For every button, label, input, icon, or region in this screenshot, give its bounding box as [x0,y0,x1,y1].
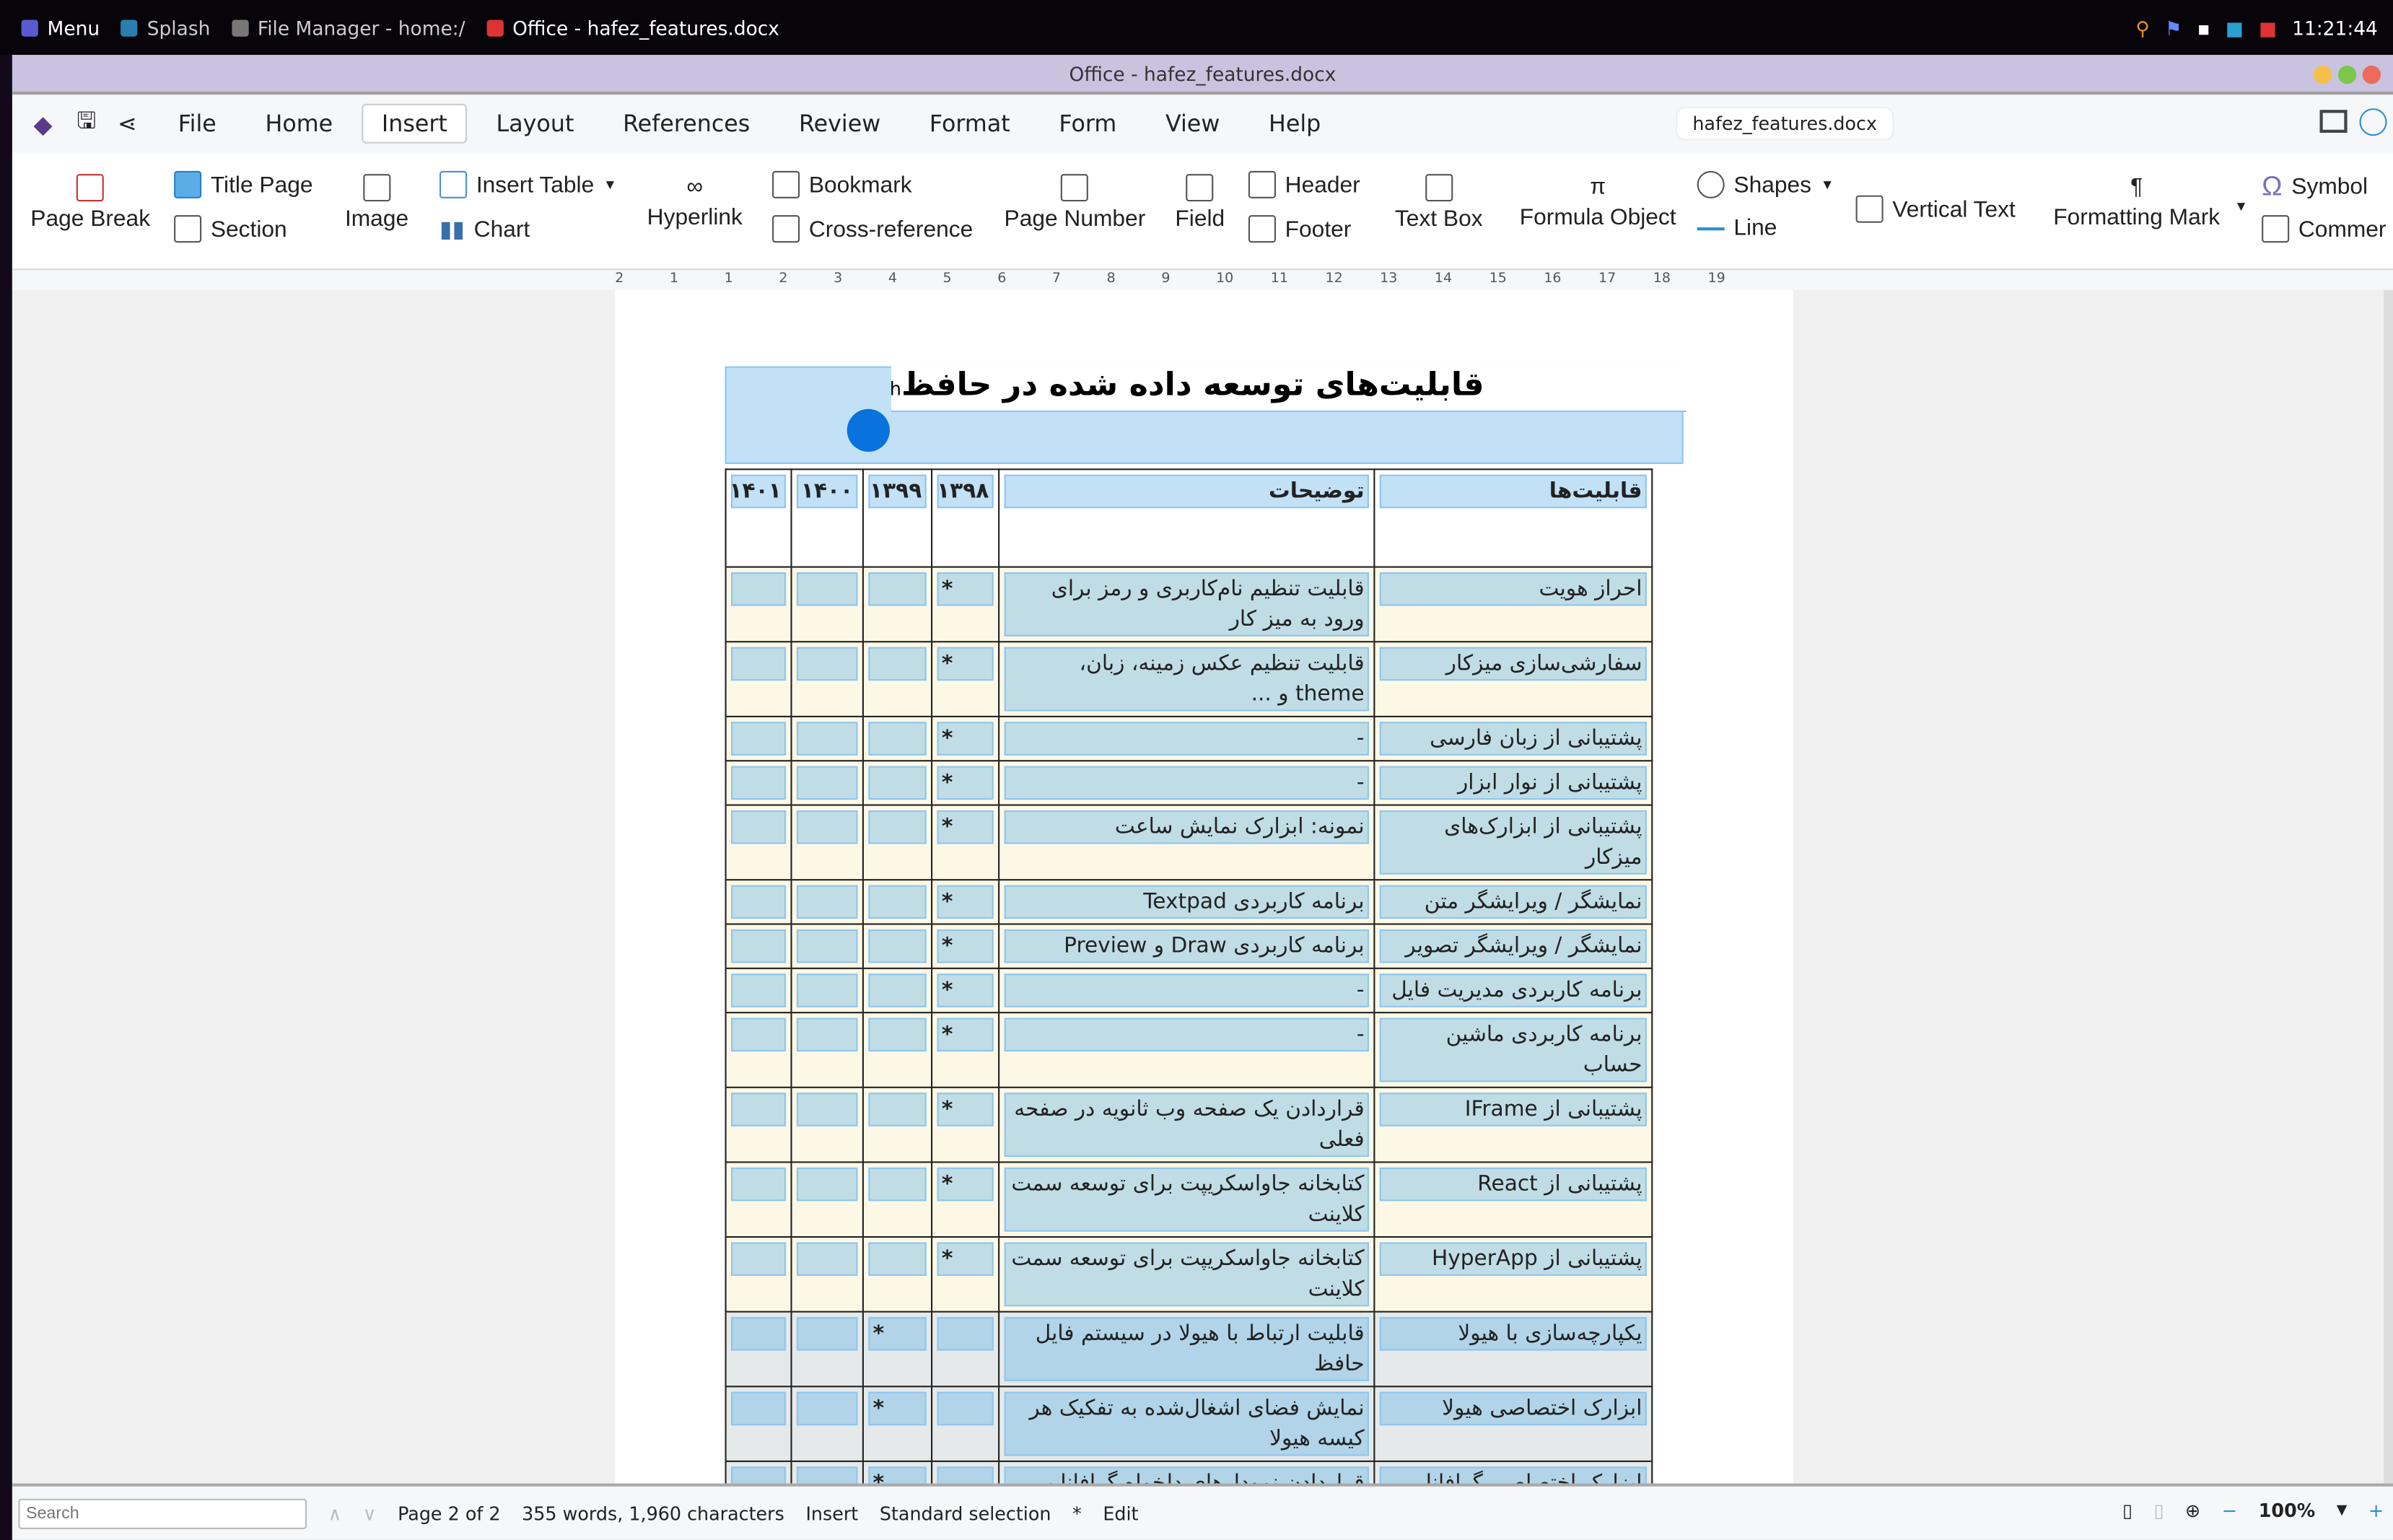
sidebar-toggle-icon[interactable] [2319,110,2347,133]
document-area [12,290,2393,1484]
year-1399-cell[interactable] [863,880,932,924]
statusbar [12,1484,2393,1540]
title-page-button[interactable]: Title Page [174,171,312,198]
taskbar-item-splash[interactable]: Splash [121,16,211,39]
year-1398-cell[interactable]: * [932,1012,999,1088]
table-row [726,880,1653,924]
year-1398-cell[interactable]: * [932,880,999,924]
description-cell[interactable]: - [999,761,1374,805]
year-1398-cell[interactable]: * [932,761,999,805]
year-1401-cell[interactable] [726,567,792,642]
year-1399-cell[interactable]: * [863,1386,932,1461]
ruler-tick: 12 [1325,271,1343,287]
year-1398-cell[interactable]: * [932,642,999,717]
year-1400-cell[interactable] [792,761,863,805]
ruler-tick: 2 [779,271,788,287]
shapes-icon [1697,171,1725,198]
description-cell[interactable]: برنامه کاربردی Textpad [999,880,1374,924]
ruler-tick: 7 [1051,271,1062,287]
year-1400-cell[interactable] [792,924,863,968]
description-cell[interactable]: کتابخانه جاواسکریپت برای توسعه سمت کلاینت [999,1162,1374,1237]
omega-icon: Ω [2262,170,2283,202]
insert-table-button[interactable]: Insert Table ▼ [439,171,617,198]
capability-cell[interactable]: پشتیبانی از React [1374,1162,1652,1237]
table-row [726,717,1653,761]
ruler-tick: 4 [888,271,897,287]
year-1398-cell[interactable]: * [932,567,999,642]
year-1398-cell[interactable]: * [932,1162,999,1237]
ruler-tick: 14 [1434,271,1453,287]
table-header-row [726,469,1653,566]
search-up-icon[interactable]: ∧ [328,1502,342,1524]
table-row [726,924,1653,968]
office-icon [486,19,503,35]
ruler-tick: 10 [1216,271,1234,287]
section-icon [174,215,201,242]
header-cell[interactable]: توضیحات [999,469,1374,566]
year-1399-cell[interactable] [863,761,932,805]
ruler-tick: 5 [942,271,952,287]
year-1400-cell[interactable] [792,1237,863,1312]
description-cell[interactable]: نمایش فضای اشغال‌شده به تفکیک هر کیسه هیولا [999,1386,1374,1461]
title-page-icon [174,171,201,198]
comment-icon [2262,215,2289,242]
chevron-down-icon[interactable]: ▼ [603,177,617,193]
year-1401-cell[interactable] [726,924,792,968]
page-icon[interactable]: ▯ [2122,1500,2132,1522]
formula-object-button[interactable]: π Formula Object [1519,174,1676,231]
vertical-text-icon [1856,196,1884,223]
year-1398-cell[interactable]: * [932,1088,999,1163]
hyperlink-button[interactable]: ∞ Hyperlink [647,174,743,231]
document-page[interactable] [615,290,1793,1511]
line-button[interactable]: Line [1697,215,1777,241]
description-cell[interactable]: کتابخانه جاواسکریپت برای توسعه سمت کلاینت [999,1237,1374,1312]
save-icon[interactable]: 🖫 [76,105,97,134]
table-row [726,567,1653,642]
selection-mode[interactable]: Standard selection [879,1502,1051,1524]
flag-icon[interactable]: ⚑ [2164,16,2182,39]
window-titlebar [12,55,2393,95]
table-row [726,1237,1653,1312]
chevron-down-icon[interactable]: ▼ [2234,198,2248,214]
description-cell[interactable]: قراردادن یک صفحه وب ثانویه در صفحه فعلی [999,1088,1374,1163]
zoom-in-button[interactable]: + [2368,1500,2384,1522]
text-box-button[interactable]: Text Box [1395,174,1483,232]
page-number-icon [1061,174,1088,201]
symbol-button[interactable]: Ω Symbol [2262,171,2368,203]
table-row [726,1312,1653,1387]
clock: 11:21:44 [2292,16,2378,39]
year-1399-cell[interactable] [863,642,932,717]
menu-format[interactable]: Format [929,110,1010,138]
file-manager-icon [232,19,248,35]
year-1400-cell[interactable] [792,1012,863,1088]
document-title[interactable]: قابلیت‌های توسعه داده شده در حافظh [889,366,1484,403]
year-1399-cell[interactable] [863,1162,932,1237]
search-input[interactable] [18,1498,307,1528]
splash-icon [121,19,138,35]
menu-references[interactable]: References [623,110,751,138]
year-1399-cell[interactable]: * [863,1312,932,1387]
year-1399-cell[interactable] [863,717,932,761]
formatting-mark-button[interactable]: ¶ Formatting Mark [2053,174,2221,231]
ruler-tick: 18 [1653,271,1671,287]
text-box-icon [1425,174,1453,201]
year-1398-cell[interactable] [932,1386,999,1461]
year-1398-cell[interactable]: * [932,717,999,761]
year-1400-cell[interactable] [792,880,863,924]
field-icon [1186,174,1214,201]
line-icon [1697,227,1725,229]
year-1401-cell[interactable] [726,880,792,924]
description-cell[interactable]: قابلیت تنظیم عکس زمینه، زبان، theme و ... [999,642,1374,717]
close-button[interactable] [2363,66,2381,84]
capability-cell[interactable]: پشتیبانی از IFrame [1374,1088,1652,1163]
pilcrow-icon: ¶ [2130,174,2143,201]
capability-cell[interactable]: ابزارک اختصاصی هیولا [1374,1386,1652,1461]
menu-icon [22,19,38,35]
description-cell[interactable]: نمونه: ابزارک نمایش ساعت [999,805,1374,880]
menu-form[interactable]: Form [1059,110,1117,138]
search-down-icon[interactable]: ∨ [362,1502,377,1524]
apps-icon[interactable]: ■ [2225,16,2244,39]
year-1401-cell[interactable] [726,1088,792,1163]
capability-cell[interactable]: پشتیبانی از ابزارک‌های میزکار [1374,805,1652,880]
chart-icon: ▮▮ [439,216,465,243]
page-count[interactable]: Page 2 of 2 [398,1502,501,1524]
comment-button[interactable]: Commer [2262,215,2386,242]
footer-icon [1248,215,1276,242]
year-1399-cell[interactable] [863,567,932,642]
document-name: hafez_features.docx [1676,107,1894,141]
chevron-down-icon[interactable]: ▼ [1820,177,1834,193]
year-1400-cell[interactable] [792,1312,863,1387]
description-cell[interactable]: - [999,968,1374,1012]
menu-layout[interactable]: Layout [496,110,574,138]
year-1401-cell[interactable] [726,1162,792,1237]
bookmark-button[interactable]: Bookmark [772,171,912,198]
zoom-level[interactable]: 100% [2258,1500,2316,1522]
year-1400-cell[interactable] [792,968,863,1012]
header-cell[interactable]: ۱۴۰۱ [726,469,792,566]
word-count[interactable]: 355 words, 1,960 characters [522,1502,784,1524]
system-tray [2135,0,2377,55]
year-1401-cell[interactable] [726,1012,792,1088]
office-tray-icon[interactable]: ■ [2259,16,2277,39]
year-1398-cell[interactable]: * [932,924,999,968]
ruler-tick: 2 [615,271,624,287]
table-row [726,1088,1653,1163]
year-1400-cell[interactable] [792,1088,863,1163]
year-1400-cell[interactable] [792,642,863,717]
ruler-tick: 16 [1544,271,1562,287]
taskbar-menu[interactable]: Menu [22,16,100,39]
ruler-tick: 1 [724,271,733,287]
header-cell[interactable]: ۱۴۰۰ [792,469,863,566]
text-cursor-handle[interactable] [847,409,890,452]
network-icon[interactable]: ▪ [2197,16,2210,39]
share-icon[interactable]: ⋖ [118,110,137,138]
section-button[interactable]: Section [174,215,287,242]
year-1398-cell[interactable]: * [932,805,999,880]
search-icon[interactable]: ⚲ [2135,16,2150,39]
capability-cell[interactable]: برنامه کاربردی مدیریت فایل [1374,968,1652,1012]
horizontal-ruler[interactable] [12,268,2393,290]
page-break-button[interactable]: Page Break [30,174,150,232]
page-break-icon [76,174,104,201]
capability-cell[interactable]: احراز هویت [1374,567,1652,642]
year-1399-cell[interactable] [863,968,932,1012]
image-button[interactable]: Image [345,174,408,232]
year-1401-cell[interactable] [726,642,792,717]
menu-file[interactable]: File [178,110,216,138]
year-1399-cell[interactable] [863,1088,932,1163]
header-cell[interactable]: ۱۳۹۸ [932,469,999,566]
table-row [726,761,1653,805]
capability-cell[interactable]: سفارشی‌سازی میزکار [1374,642,1652,717]
description-cell[interactable]: - [999,717,1374,761]
insert-mode[interactable]: Insert [805,1502,859,1524]
ruler-tick: 11 [1270,271,1288,287]
zoom-out-button[interactable]: − [2221,1500,2238,1522]
cross-reference-button[interactable]: Cross-reference [772,215,973,242]
page-number-button[interactable]: Page Number [1005,174,1146,232]
chevron-down-icon[interactable]: ▼ [2336,1503,2348,1519]
ruler-tick: 6 [997,271,1007,287]
page-disabled-icon[interactable]: ▯ [2153,1500,2164,1522]
capability-cell[interactable]: نمایشگر / ویرایشگر تصویر [1374,924,1652,968]
ruler-tick: 8 [1106,271,1116,287]
compass-icon[interactable] [2359,108,2387,136]
footer-button[interactable]: Footer [1248,215,1351,242]
year-1398-cell[interactable] [932,1312,999,1387]
ruler-tick: 13 [1380,271,1398,287]
field-button[interactable]: Field [1175,174,1225,232]
year-1400-cell[interactable] [792,1386,863,1461]
ruler-tick: 19 [1707,271,1725,287]
description-cell[interactable]: - [999,1012,1374,1088]
table-row [726,968,1653,1012]
capability-cell[interactable]: پشتیبانی از زبان فارسی [1374,717,1652,761]
table-row [726,805,1653,880]
year-1401-cell[interactable] [726,968,792,1012]
modified-indicator[interactable]: * [1072,1502,1082,1524]
description-cell[interactable]: قابلیت تنظیم نام‌کاربری و رمز برای ورود به میز کار [999,567,1374,642]
year-1399-cell[interactable] [863,1012,932,1088]
header-cell[interactable]: قابلیت‌ها [1374,469,1652,566]
menu-help[interactable]: Help [1268,110,1321,138]
ruler-tick: 17 [1598,271,1617,287]
table-row [726,642,1653,717]
header-icon [1248,171,1276,198]
vertical-text-button[interactable]: Vertical Text [1856,196,2016,223]
office-window [12,55,2393,1540]
capability-cell[interactable]: نمایشگر / ویرایشگر متن [1374,880,1652,924]
ruler-tick: 1 [669,271,679,287]
table-icon [439,171,467,198]
year-1400-cell[interactable] [792,717,863,761]
table-row [726,1012,1653,1088]
year-1401-cell[interactable] [726,717,792,761]
year-1401-cell[interactable] [726,761,792,805]
menu-home[interactable]: Home [265,110,333,138]
table-row [726,1386,1653,1461]
taskbar-item-office[interactable]: Office - hafez_features.docx [486,16,779,39]
image-icon [363,174,390,201]
menu-insert[interactable]: Insert [362,104,467,144]
year-1401-cell[interactable] [726,805,792,880]
taskbar-item-file-manager[interactable]: File Manager - home:/ [232,16,465,39]
features-table [725,468,1653,1536]
chart-button[interactable]: ▮▮ Chart [439,216,530,243]
year-1401-cell[interactable] [726,1237,792,1312]
table-row [726,1162,1653,1237]
year-1400-cell[interactable] [792,805,863,880]
pi-icon: π [1590,174,1606,201]
menu-review[interactable]: Review [799,110,881,138]
ruler-tick: 3 [834,271,843,287]
maximize-button[interactable] [2338,66,2356,84]
app-logo-icon[interactable]: ◆ [33,109,53,139]
zoom-icon[interactable]: ⊕ [2184,1500,2201,1522]
year-1400-cell[interactable] [792,1162,863,1237]
ruler-tick: 9 [1161,271,1171,287]
description-cell[interactable]: قابلیت ارتباط با هیولا در سیستم فایل حافظ [999,1312,1374,1387]
menu-view[interactable]: View [1165,110,1220,138]
year-1401-cell[interactable] [726,1386,792,1461]
shapes-button[interactable]: Shapes ▼ [1697,171,1834,198]
year-1398-cell[interactable]: * [932,1237,999,1312]
capability-cell[interactable]: یکپارچه‌سازی با هیولا [1374,1312,1652,1387]
year-1401-cell[interactable] [726,1312,792,1387]
capability-cell[interactable]: برنامه کاربردی ماشین حساب [1374,1012,1652,1088]
year-1400-cell[interactable] [792,567,863,642]
taskbar [0,0,2393,55]
link-icon: ∞ [686,174,704,201]
ruler-tick: 15 [1489,271,1507,287]
capability-cell[interactable]: پشتیبانی از نوار ابزار [1374,761,1652,805]
cross-reference-icon [772,215,800,242]
edit-mode[interactable]: Edit [1103,1502,1139,1524]
year-1398-cell[interactable]: * [932,968,999,1012]
ribbon-insert [12,152,2393,268]
vertical-scrollbar[interactable] [2384,290,2393,1484]
capability-cell[interactable]: پشتیبانی از HyperApp [1374,1237,1652,1312]
window-title: Office - hafez_features.docx [1069,62,1337,86]
bookmark-icon [772,171,800,198]
year-1399-cell[interactable] [863,805,932,880]
header-button[interactable]: Header [1248,171,1360,198]
header-cell[interactable]: ۱۳۹۹ [863,469,932,566]
year-1399-cell[interactable] [863,924,932,968]
menubar [12,95,2393,152]
minimize-button[interactable] [2314,66,2332,84]
year-1399-cell[interactable] [863,1237,932,1312]
description-cell[interactable]: برنامه کاربردی Draw و Preview [999,924,1374,968]
